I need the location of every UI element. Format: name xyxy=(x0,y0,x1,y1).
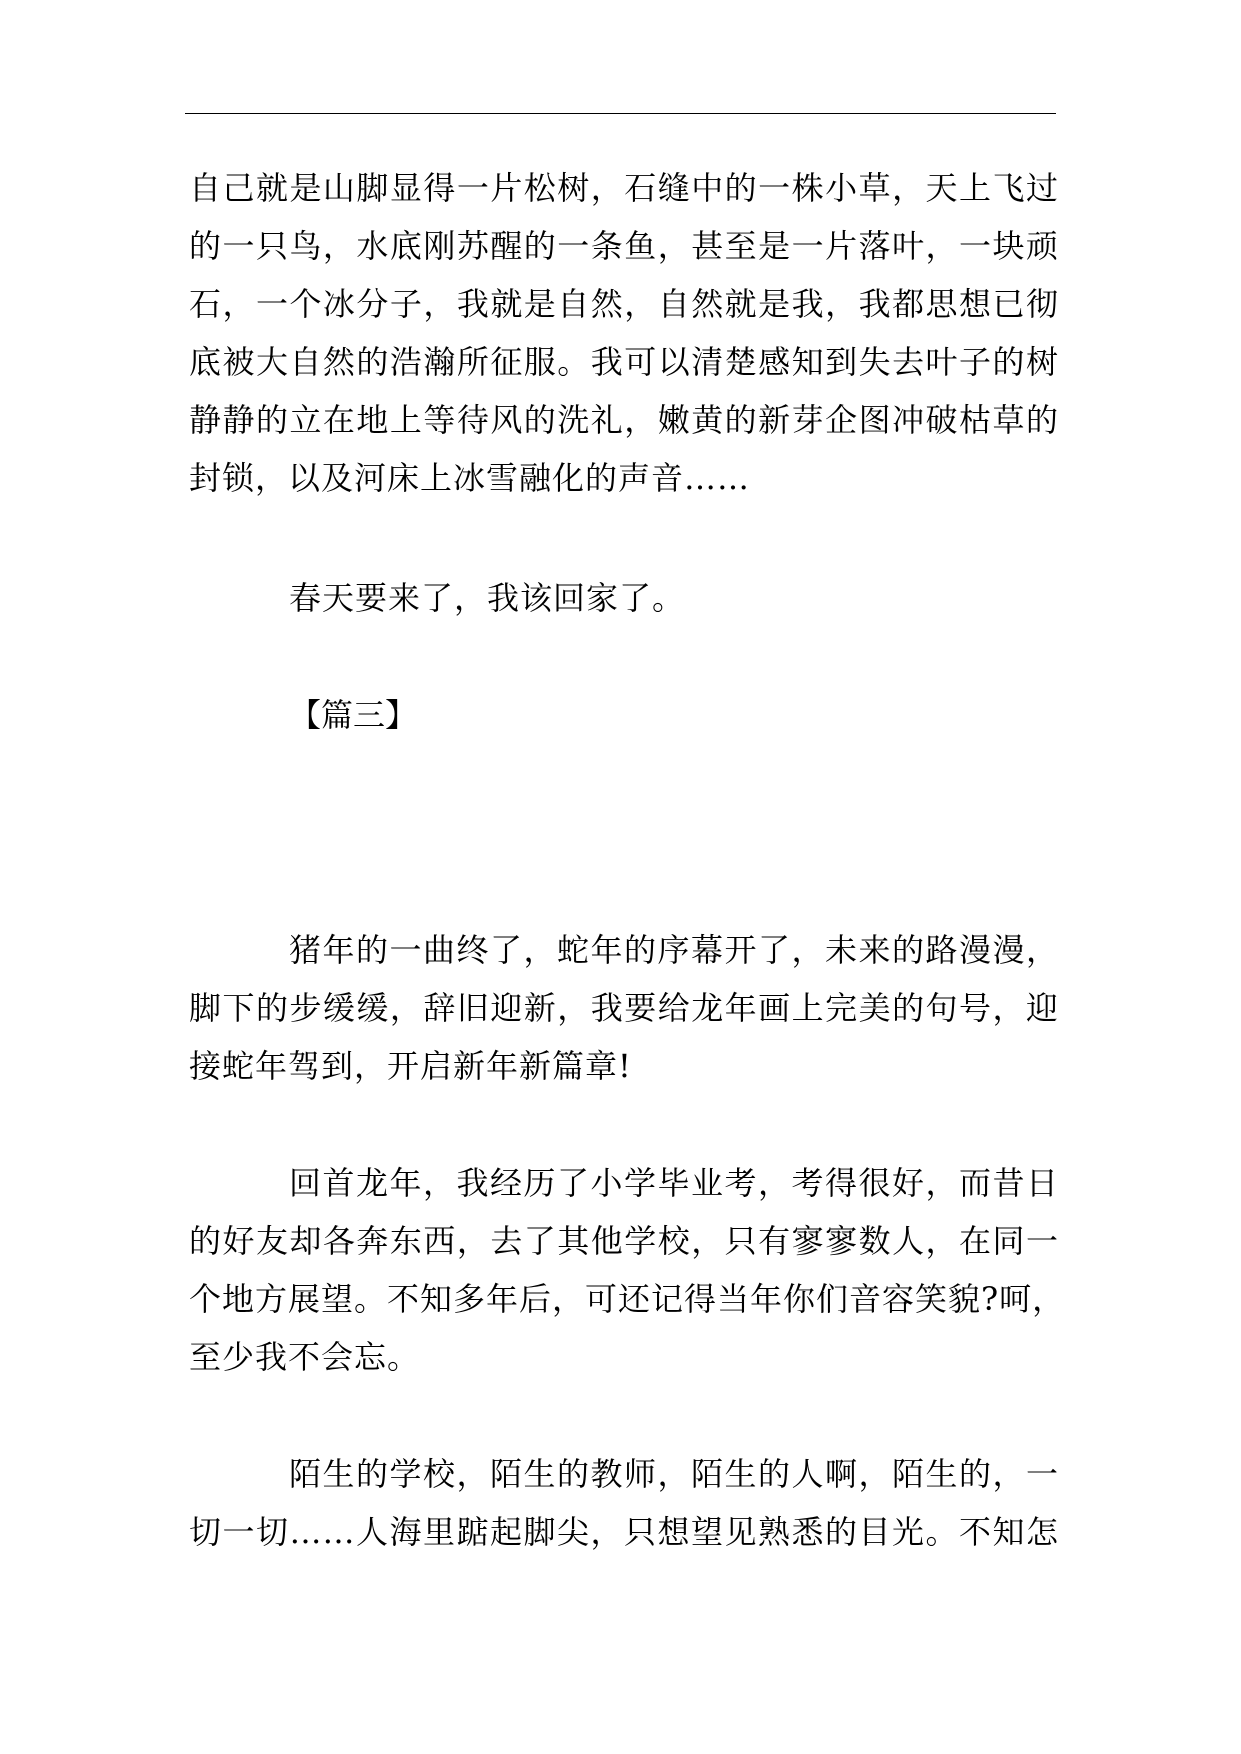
text-line: 的一只鸟，水底刚苏醒的一条鱼，甚至是一片落叶，一块顽 xyxy=(189,227,1059,265)
paragraph-1 xyxy=(189,159,1059,507)
text-line: 至少我不会忘。 xyxy=(189,1338,421,1376)
paragraph-4 xyxy=(189,1154,1066,1386)
text-line: 的好友却各奔东西，去了其他学校，只有寥寥数人，在同一 xyxy=(189,1222,1059,1260)
text-line: 春天要来了，我该回家了。 xyxy=(289,579,686,617)
text-line: 脚下的步缓缓，辞旧迎新，我要给龙年画上完美的句号，迎 xyxy=(189,989,1059,1027)
text-line: 石，一个冰分子，我就是自然，自然就是我，我都思想已彻 xyxy=(189,285,1059,323)
text-line: 静静的立在地上等待风的洗礼，嫩黄的新芽企图冲破枯草的 xyxy=(189,401,1059,439)
text-line: 回首龙年，我经历了小学毕业考，考得很好，而昔日 xyxy=(289,1164,1059,1202)
text-line: 陌生的学校，陌生的教师，陌生的人啊，陌生的，一 xyxy=(289,1455,1059,1493)
text-line: 自己就是山脚显得一片松树，石缝中的一株小草，天上飞过 xyxy=(189,169,1059,207)
text-line: 接蛇年驾到，开启新年新篇章! xyxy=(189,1047,632,1085)
header-rule xyxy=(185,113,1056,114)
paragraph-3 xyxy=(189,921,1059,1095)
text-line: 封锁，以及河床上冰雪融化的声音…… xyxy=(189,459,751,497)
text-line: 猪年的一曲终了，蛇年的序幕开了，未来的路漫漫， xyxy=(289,931,1059,969)
text-line: 个地方展望。不知多年后，可还记得当年你们音容笑貌?呵， xyxy=(189,1280,1066,1318)
text-line: 底被大自然的浩瀚所征服。我可以清楚感知到失去叶子的树 xyxy=(189,343,1059,381)
section-heading: 【篇三】 xyxy=(289,696,418,734)
paragraph-2 xyxy=(189,569,1059,627)
paragraph-5 xyxy=(189,1445,1059,1561)
text-line: 切一切……人海里踮起脚尖，只想望见熟悉的目光。不知怎 xyxy=(189,1513,1059,1551)
